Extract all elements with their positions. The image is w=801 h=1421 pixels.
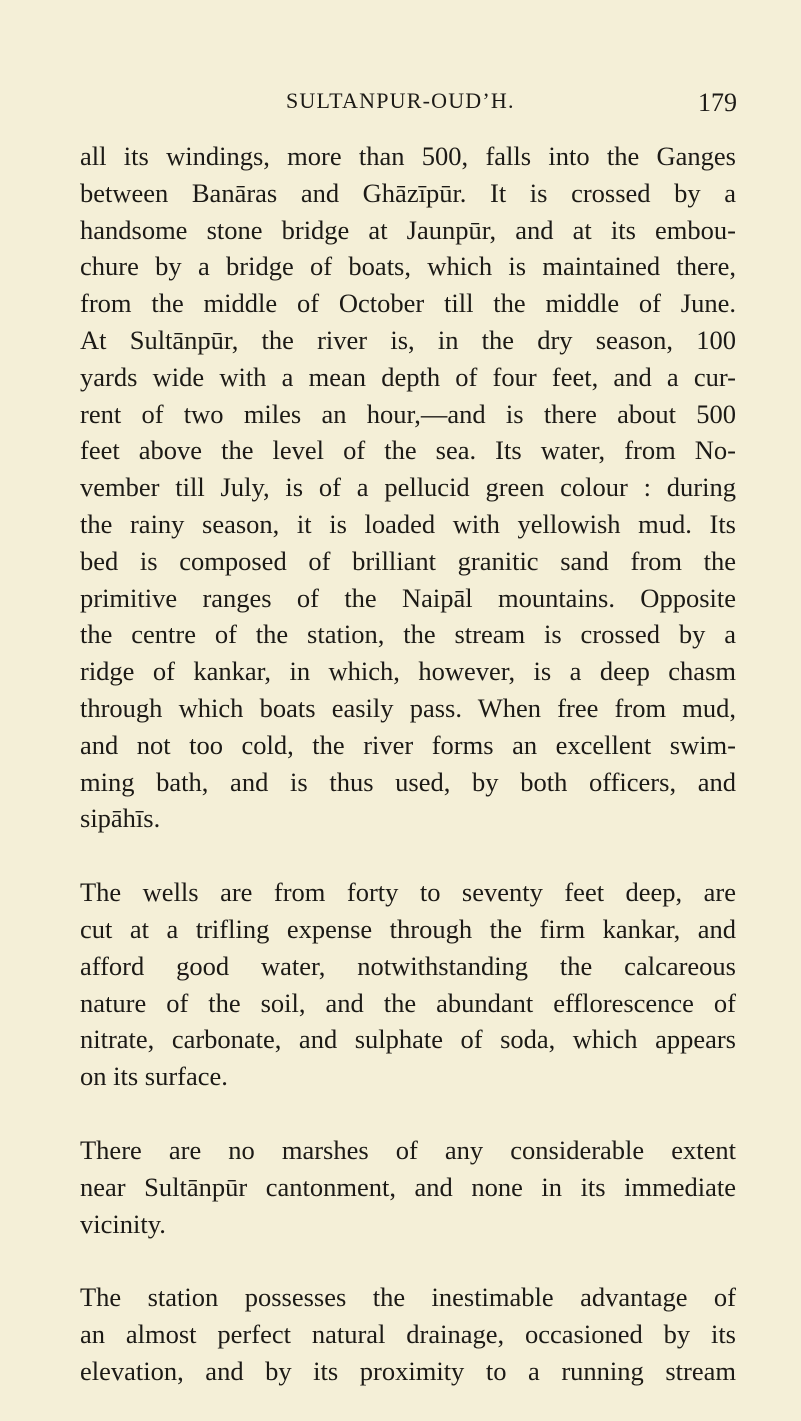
text-line: ming bath, and is thus used, by both officers, and [80,766,736,797]
paragraph-gap [80,1242,736,1279]
text-line: on its surface. [80,1061,228,1092]
text-line: bed is composed of brilliant granitic sand from the [80,545,736,576]
paragraph [80,874,736,1095]
text-line: nature of the soil, and the abundant efflorescence of [80,987,736,1018]
text-line: rent of two miles an hour,—and is there about 500 [80,398,736,429]
text-line: The wells are from forty to seventy feet deep, are [80,877,736,908]
text-line: primitive ranges of the Naipāl mountains. Opposite [80,582,736,613]
text-line: vicinity. [80,1208,166,1239]
paragraph-gap [80,837,736,874]
text-line: the rainy season, it is loaded with yellowish mud. Its [80,508,736,539]
text-line: cut at a trifling expense through the firm kankar, and [80,913,736,944]
text-line: ridge of kankar, in which, however, is a deep chasm [80,656,736,687]
text-line: chure by a bridge of boats, which is maintained there, [80,251,736,282]
text-line: an almost perfect natural drainage, occasioned by its [80,1319,736,1350]
text-line: vember till July, is of a pellucid green colour : during [80,472,736,503]
text-line: near Sultānpūr cantonment, and none in its immediate [80,1171,736,1202]
text-line: feet above the level of the sea. Its water, from No- [80,435,736,466]
paragraph [80,1132,736,1242]
text-line: nitrate, carbonate, and sulphate of soda, which appears [80,1024,736,1055]
text-line: There are no marshes of any considerable extent [80,1134,736,1165]
text-line: through which boats easily pass. When free from mud, [80,692,736,723]
text-line: sipāhīs. [80,803,161,834]
paragraph-gap [80,1095,736,1132]
paragraph [80,138,736,837]
text-line: elevation, and by its proximity to a running stream [80,1355,736,1386]
text-line: handsome stone bridge at Jaunpūr, and at its embou- [80,214,736,245]
text-line: At Sultānpūr, the river is, in the dry season, 100 [80,324,736,355]
page-number: 179 [698,88,737,117]
body-text [80,138,736,1390]
text-line: The station possesses the inestimable advantage of [80,1282,736,1313]
text-line: all its windings, more than 500, falls into the Ganges [80,141,736,171]
text-line: between Banāras and Ghāzīpūr. It is crossed by a [80,177,736,208]
running-title: SULTANPUR-OUD’H. [286,88,515,113]
text-line: the centre of the station, the stream is crossed by a [80,619,736,650]
text-line: yards wide with a mean depth of four feet, and a cur- [80,361,736,392]
running-head [0,88,801,118]
text-line: from the middle of October till the middle of June. [80,288,736,319]
text-line: and not too cold, the river forms an excellent swim- [80,729,736,760]
paragraph [80,1279,736,1389]
text-line: afford good water, notwithstanding the calcareous [80,950,736,981]
